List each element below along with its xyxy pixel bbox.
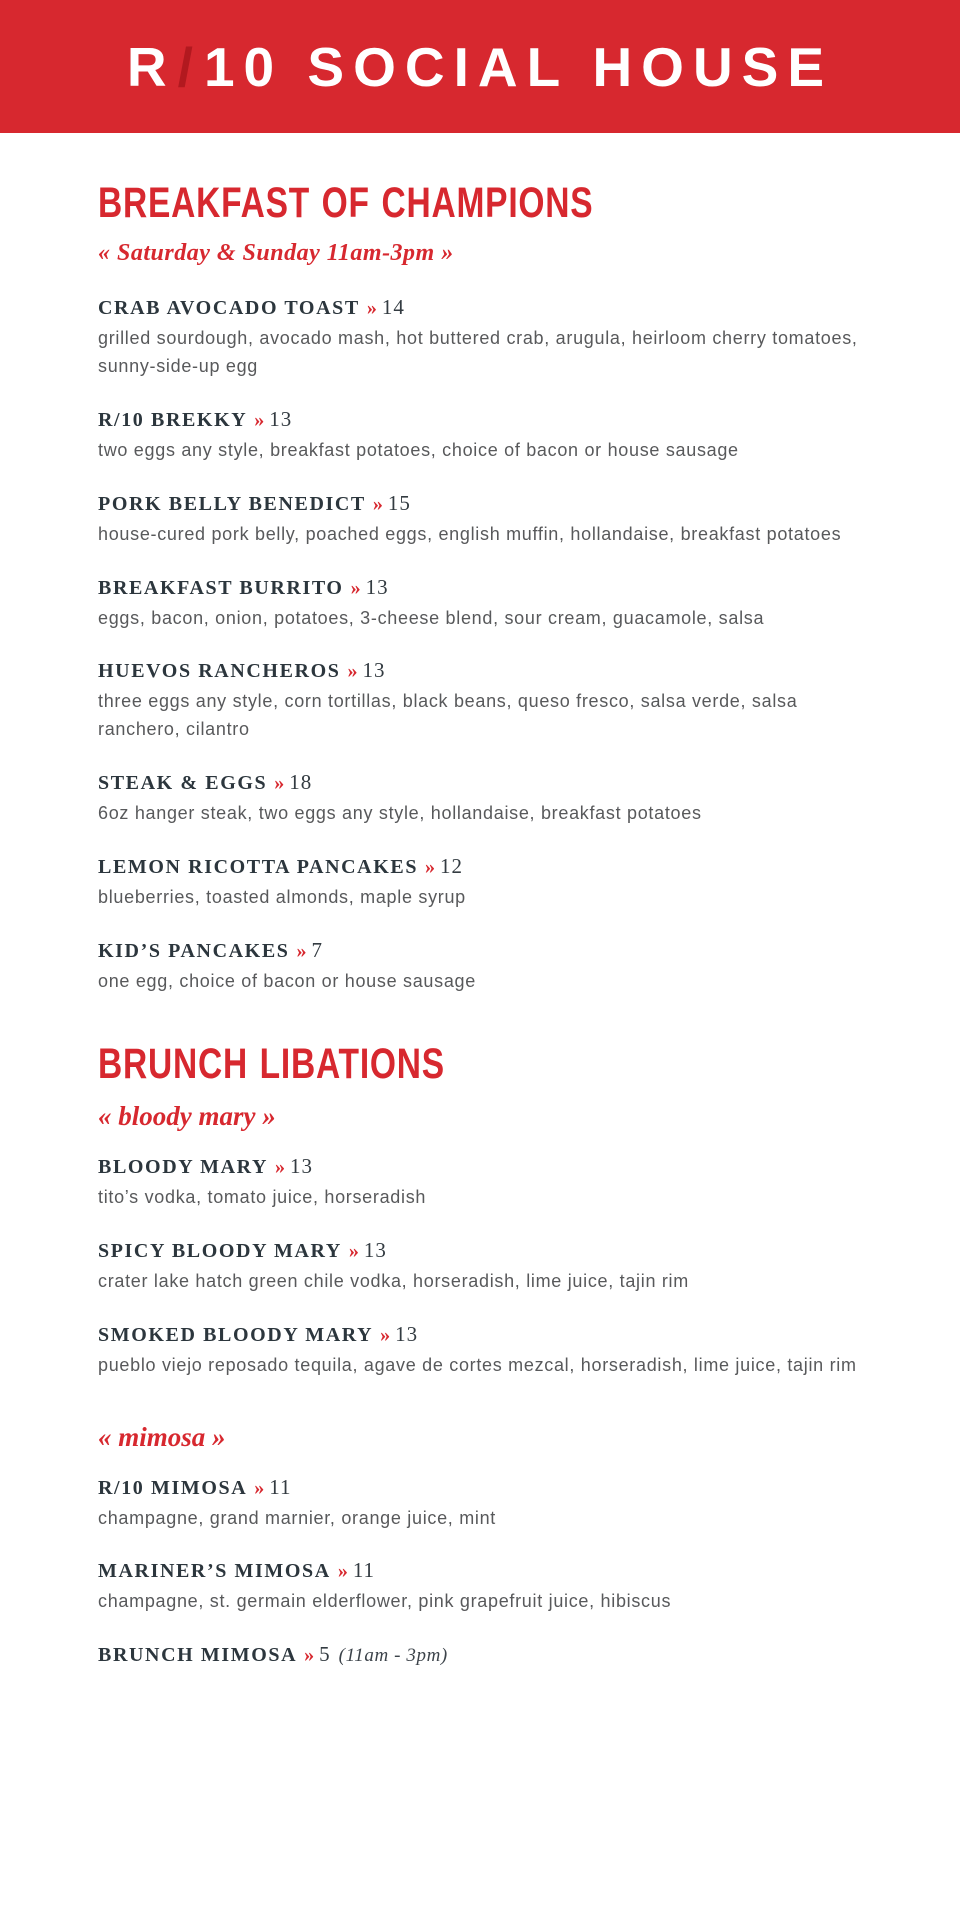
item-header — [98, 1558, 870, 1583]
section-title-brunch: BRUNCH LIBATIONS — [98, 1039, 445, 1088]
item-description: crater lake hatch green chile vodka, horseradish, lime juice, tajin rim — [98, 1270, 689, 1291]
item-price: 18 — [289, 770, 313, 795]
item-name: BLOODY MARY — [98, 1155, 269, 1178]
item-header — [98, 1642, 870, 1667]
price-chevron-icon: » — [348, 1239, 359, 1262]
mimosa-tagline: « mimosa » — [98, 1421, 226, 1452]
item-price: 7 — [311, 938, 323, 963]
item-availability-note: (11am - 3pm) — [338, 1645, 448, 1667]
menu-item — [98, 1475, 870, 1533]
price-chevron-icon: » — [337, 1560, 348, 1583]
menu-item — [98, 938, 870, 996]
header-banner — [0, 0, 960, 133]
price-chevron-icon: » — [350, 576, 361, 599]
item-price: 5 — [319, 1642, 331, 1667]
menu-item — [98, 491, 870, 549]
section-brunch-libations — [98, 1040, 870, 1667]
item-price: 13 — [395, 1321, 419, 1346]
price-chevron-icon: » — [296, 940, 307, 963]
item-description: grilled sourdough, avocado mash, hot buttered crab, arugula, heirloom cherry tomatoes, sunny-side-up egg — [98, 328, 858, 376]
item-description: eggs, bacon, onion, potatoes, 3-cheese blend, sour cream, guacamole, salsa — [98, 607, 765, 628]
menu-item — [98, 1642, 870, 1667]
price-chevron-icon: » — [304, 1644, 315, 1667]
item-description: pueblo viejo reposado tequila, agave de cortes mezcal, horseradish, lime juice, tajin rim — [98, 1354, 857, 1375]
menu-item — [98, 658, 870, 744]
price-chevron-icon: » — [274, 772, 285, 795]
item-description: blueberries, toasted almonds, maple syrup — [98, 887, 466, 908]
item-description: three eggs any style, corn tortillas, black beans, queso fresco, salsa verde, salsa ranchero, cilantro — [98, 691, 798, 740]
item-header — [98, 407, 870, 432]
restaurant-title — [127, 35, 833, 99]
item-name: BRUNCH MIMOSA — [98, 1644, 298, 1667]
menu-item — [98, 770, 870, 828]
item-name: CRAB AVOCADO TOAST — [98, 297, 360, 319]
bloody-mary-tagline: « bloody mary » — [98, 1100, 276, 1131]
item-price: 11 — [352, 1558, 376, 1583]
item-name: BREAKFAST BURRITO — [98, 576, 344, 599]
item-header — [98, 854, 870, 879]
price-chevron-icon: » — [380, 1323, 391, 1346]
title-rest: 10 SOCIAL HOUSE — [203, 35, 834, 98]
menu-item — [98, 1558, 870, 1616]
price-chevron-icon: » — [366, 297, 377, 319]
item-header — [98, 770, 870, 795]
item-header — [98, 1238, 870, 1263]
menu-item — [98, 295, 870, 381]
breakfast-tagline: « Saturday & Sunday 11am-3pm » — [98, 240, 454, 266]
item-header — [98, 658, 870, 683]
item-name: HUEVOS RANCHEROS — [98, 660, 341, 683]
item-price: 13 — [363, 1237, 387, 1262]
menu-item — [98, 407, 870, 465]
menu-item — [98, 854, 870, 912]
item-name: R/10 MIMOSA — [98, 1476, 248, 1499]
item-description: two eggs any style, breakfast potatoes, choice of bacon or house sausage — [98, 439, 739, 460]
item-description: champagne, st. germain elderflower, pink grapefruit juice, hibiscus — [98, 1591, 672, 1612]
item-header — [98, 1322, 870, 1347]
menu-item — [98, 1238, 870, 1296]
item-price: 12 — [440, 854, 464, 879]
item-name: MARINER’S MIMOSA — [98, 1560, 331, 1583]
item-header — [98, 938, 870, 963]
item-price: 14 — [381, 295, 405, 319]
item-name: SPICY BLOODY MARY — [98, 1239, 342, 1262]
item-name: R/10 BREKKY — [98, 408, 248, 431]
item-description: champagne, grand marnier, orange juice, mint — [98, 1507, 497, 1528]
item-header — [98, 295, 870, 320]
item-price: 11 — [269, 1474, 292, 1499]
menu-item — [98, 575, 870, 633]
title-slash: / — [177, 35, 202, 98]
item-price: 13 — [290, 1153, 314, 1178]
item-price: 13 — [269, 406, 293, 431]
section-breakfast — [98, 179, 870, 996]
item-description: 6oz hanger steak, two eggs any style, hollandaise, breakfast potatoes — [98, 803, 702, 824]
item-name: STEAK & EGGS — [98, 772, 268, 795]
section-title-breakfast: BREAKFAST OF CHAMPIONS — [98, 179, 594, 227]
item-description: tito’s vodka, tomato juice, horseradish — [98, 1186, 427, 1207]
item-price: 13 — [362, 658, 386, 683]
menu-item — [98, 1154, 870, 1212]
item-header — [98, 491, 870, 516]
item-name: KID’S PANCAKES — [98, 940, 290, 963]
item-name: LEMON RICOTTA PANCAKES — [98, 856, 419, 879]
item-header — [98, 1475, 870, 1500]
item-name: SMOKED BLOODY MARY — [98, 1323, 374, 1346]
price-chevron-icon: » — [254, 1476, 265, 1499]
item-name: PORK BELLY BENEDICT — [98, 492, 366, 515]
item-description: one egg, choice of bacon or house sausage — [98, 971, 476, 992]
title-r: R — [126, 35, 176, 98]
price-chevron-icon: » — [425, 856, 436, 879]
item-header — [98, 1154, 870, 1179]
item-header — [98, 575, 870, 600]
item-description: house-cured pork belly, poached eggs, english muffin, hollandaise, breakfast potatoes — [98, 523, 842, 544]
price-chevron-icon: » — [275, 1155, 286, 1178]
price-chevron-icon: » — [372, 492, 383, 515]
item-price: 13 — [365, 574, 389, 599]
price-chevron-icon: » — [347, 660, 358, 683]
menu-item — [98, 1322, 870, 1380]
price-chevron-icon: » — [254, 408, 265, 431]
item-price: 15 — [387, 490, 411, 515]
menu-content — [0, 133, 960, 1667]
